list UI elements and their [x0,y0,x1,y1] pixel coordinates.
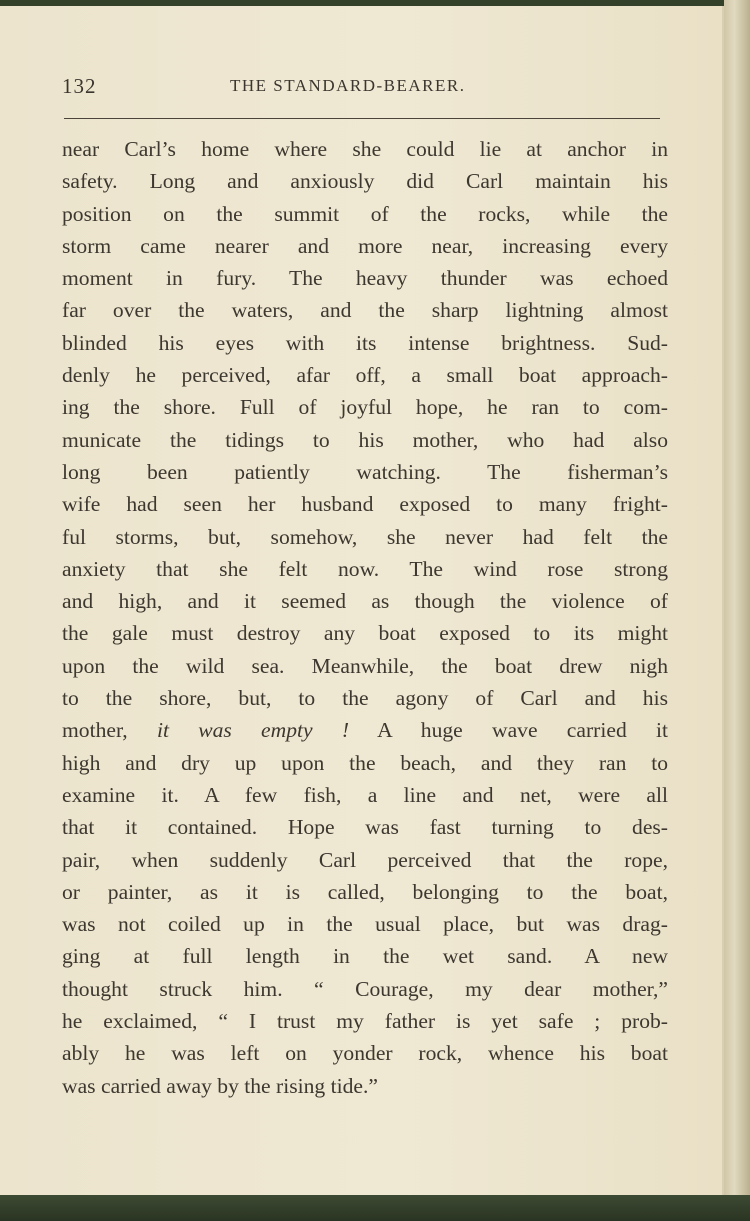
text-line: ful storms, but, somehow, she never had felt the [62,524,668,549]
text-line: wife had seen her husband exposed to many fright- [62,492,668,517]
text-line: he exclaimed, “ I trust my father is yet safe ; prob- [62,1009,668,1034]
text-line: upon the wild sea. Meanwhile, the boat drew nigh [62,653,668,678]
text-line: to the shore, but, to the agony of Carl and his [62,686,668,711]
text-line: or painter, as it is called, belonging to the boat, [62,879,668,904]
text-line: moment in fury. The heavy thunder was echoed [62,266,668,291]
header-rule [64,118,660,119]
text-line-with-italic [62,714,668,746]
text-line: the gale must destroy any boat exposed to its might [62,621,668,646]
book-cover-bottom-edge [0,1195,750,1221]
page-number: 132 [62,74,97,98]
running-head: THE STANDARD-BEARER. [230,76,466,95]
text-line: blinded his eyes with its intense brightness. Sud- [62,330,668,355]
text-fragment: A huge wave carried it [349,718,668,743]
text-line: storm came nearer and more near, increasing every [62,233,668,258]
text-line: near Carl’s home where she could lie at anchor in [62,137,668,161]
text-line: high and dry up upon the beach, and they ran to [62,750,668,775]
text-fragment: mother, [62,718,157,743]
text-line: denly he perceived, afar off, a small boat approach- [62,363,668,388]
text-line: far over the waters, and the sharp lightning almost [62,298,668,323]
text-line: was not coiled up in the usual place, but was drag- [62,912,668,937]
text-line: anxiety that she felt now. The wind rose strong [62,556,668,581]
text-line: examine it. A few fish, a line and net, were all [62,782,668,807]
text-line: municate the tidings to his mother, who had also [62,427,668,452]
italic-emphasis: it was empty ! [156,718,350,743]
text-line: safety. Long and anxiously did Carl maintain his [62,169,668,194]
page-edge-right [724,0,750,1221]
text-line: and high, and it seemed as though the violence of [62,589,668,614]
text-line: ging at full length in the wet sand. A new [62,944,668,969]
text-line: pair, when suddenly Carl perceived that the rope, [62,847,668,872]
text-line: long been patiently watching. The fisherman’s [62,459,668,484]
text-line: ably he was left on yonder rock, whence his boat [62,1041,668,1066]
text-line: position on the summit of the rocks, while the [62,201,668,226]
text-line-last: was carried away by the rising tide.” [62,1073,378,1098]
text-line: that it contained. Hope was fast turning to des- [62,815,668,840]
text-line: ing the shore. Full of joyful hope, he ran to com- [62,395,668,420]
text-line: thought struck him. “ Courage, my dear mother,” [62,976,668,1001]
body-text [62,133,668,1102]
